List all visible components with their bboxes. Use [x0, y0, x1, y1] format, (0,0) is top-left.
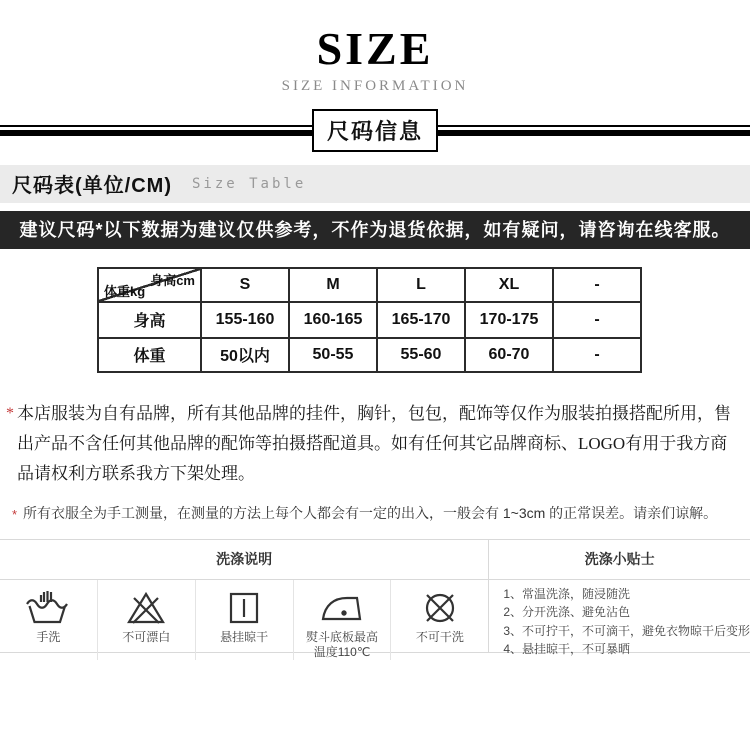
no-bleach-icon: [125, 589, 167, 627]
size-table-header-row: [98, 268, 641, 302]
table-cell: 50-55: [289, 338, 377, 372]
table-cell: 170-175: [465, 302, 553, 338]
section-divider: [0, 112, 750, 150]
row-label: 身高: [98, 302, 201, 338]
table-cell: 60-70: [465, 338, 553, 372]
care-item-label: 不可漂白: [122, 629, 171, 644]
care-item-iron: [294, 580, 392, 660]
size-table-heading-cn: 尺码表(单位/CM): [12, 175, 172, 198]
hang-dry-icon: [223, 589, 265, 627]
row-label: 体重: [98, 338, 201, 372]
size-notice-banner: 建议尺码*以下数据为建议仅供参考，不作为退货依据，如有疑问，请咨询在线客服。: [0, 211, 750, 249]
section-badge: 尺码信息: [312, 109, 438, 152]
iron-max-110c-icon: [319, 589, 365, 627]
care-item-hang-dry: [196, 580, 294, 660]
table-cell: 50以内: [201, 338, 289, 372]
care-item-label: 不可干洗: [415, 629, 464, 644]
brand-disclaimer-note: [6, 399, 740, 489]
table-cell: 165-170: [377, 302, 465, 338]
divider-line-left: [0, 125, 312, 136]
hand-wash-icon: [25, 589, 71, 627]
care-tips-column: [489, 540, 750, 657]
measurement-tolerance-note: [10, 503, 742, 523]
table-row-weight: [98, 338, 641, 372]
care-item-label: 手洗: [36, 629, 61, 644]
size-col-header: -: [553, 268, 641, 302]
asterisk-marker: *: [12, 506, 18, 522]
corner-label-weight: 体重kg: [104, 283, 146, 299]
care-tip: 4、悬挂晾干，不可暴晒: [503, 642, 630, 657]
corner-label-height: 身高cm: [150, 272, 195, 288]
size-col-header: S: [201, 268, 289, 302]
care-tip: 2、分开洗涤、避免沾色: [503, 605, 630, 620]
no-dry-clean-icon: [419, 589, 461, 627]
table-cell: -: [553, 302, 641, 338]
table-cell: 160-165: [289, 302, 377, 338]
size-col-header: M: [289, 268, 377, 302]
note-text: 本店服装为自有品牌，所有其他品牌的挂件，胸针，包包，配饰等仅作为服装拍摄搭配所用，售出产品不含任何其他品牌的配饰等拍摄搭配道具。如有任何其它品牌商标、LOGO有用于我方商品请权利方联系我方下架处理。: [17, 403, 731, 483]
size-table-corner-cell: [98, 268, 201, 302]
care-tip: 3、不可拧干，不可滴干，避免衣物晾干后变形: [503, 623, 750, 638]
table-row-height: [98, 302, 641, 338]
page-subtitle: SIZE INFORMATION: [281, 77, 469, 94]
page-title: SIZE: [316, 23, 434, 74]
care-instructions-header: 洗涤说明: [0, 540, 488, 580]
care-item-label: 悬挂晾干: [220, 629, 269, 644]
table-cell: 155-160: [201, 302, 289, 338]
care-item-no-bleach: [98, 580, 196, 660]
care-instructions-table: [0, 539, 750, 659]
table-cell: 55-60: [377, 338, 465, 372]
care-item-no-dry-clean: [391, 580, 488, 660]
size-col-header: L: [377, 268, 465, 302]
asterisk-marker: *: [6, 404, 14, 422]
care-icon-row: [0, 580, 488, 660]
size-table-heading-band: [0, 165, 750, 203]
size-table: [97, 267, 642, 373]
care-tips-list: [489, 580, 750, 659]
divider-line-right: [438, 125, 750, 136]
note-text: 所有衣服全为手工测量，在测量的方法上每个人都会有一定的出入，一般会有 1~3cm 的正常误差。请亲们谅解。: [23, 504, 718, 521]
size-table-heading-en: Size Table: [191, 175, 307, 192]
care-tip: 1、常温洗涤，随浸随洗: [503, 586, 630, 601]
care-instructions-column: [0, 540, 489, 659]
care-tips-header: 洗涤小贴士: [489, 540, 750, 580]
care-item-label: 熨斗底板最高温度110℃: [305, 629, 378, 659]
size-col-header: XL: [465, 268, 553, 302]
table-cell: -: [553, 338, 641, 372]
care-item-hand-wash: [0, 580, 98, 660]
